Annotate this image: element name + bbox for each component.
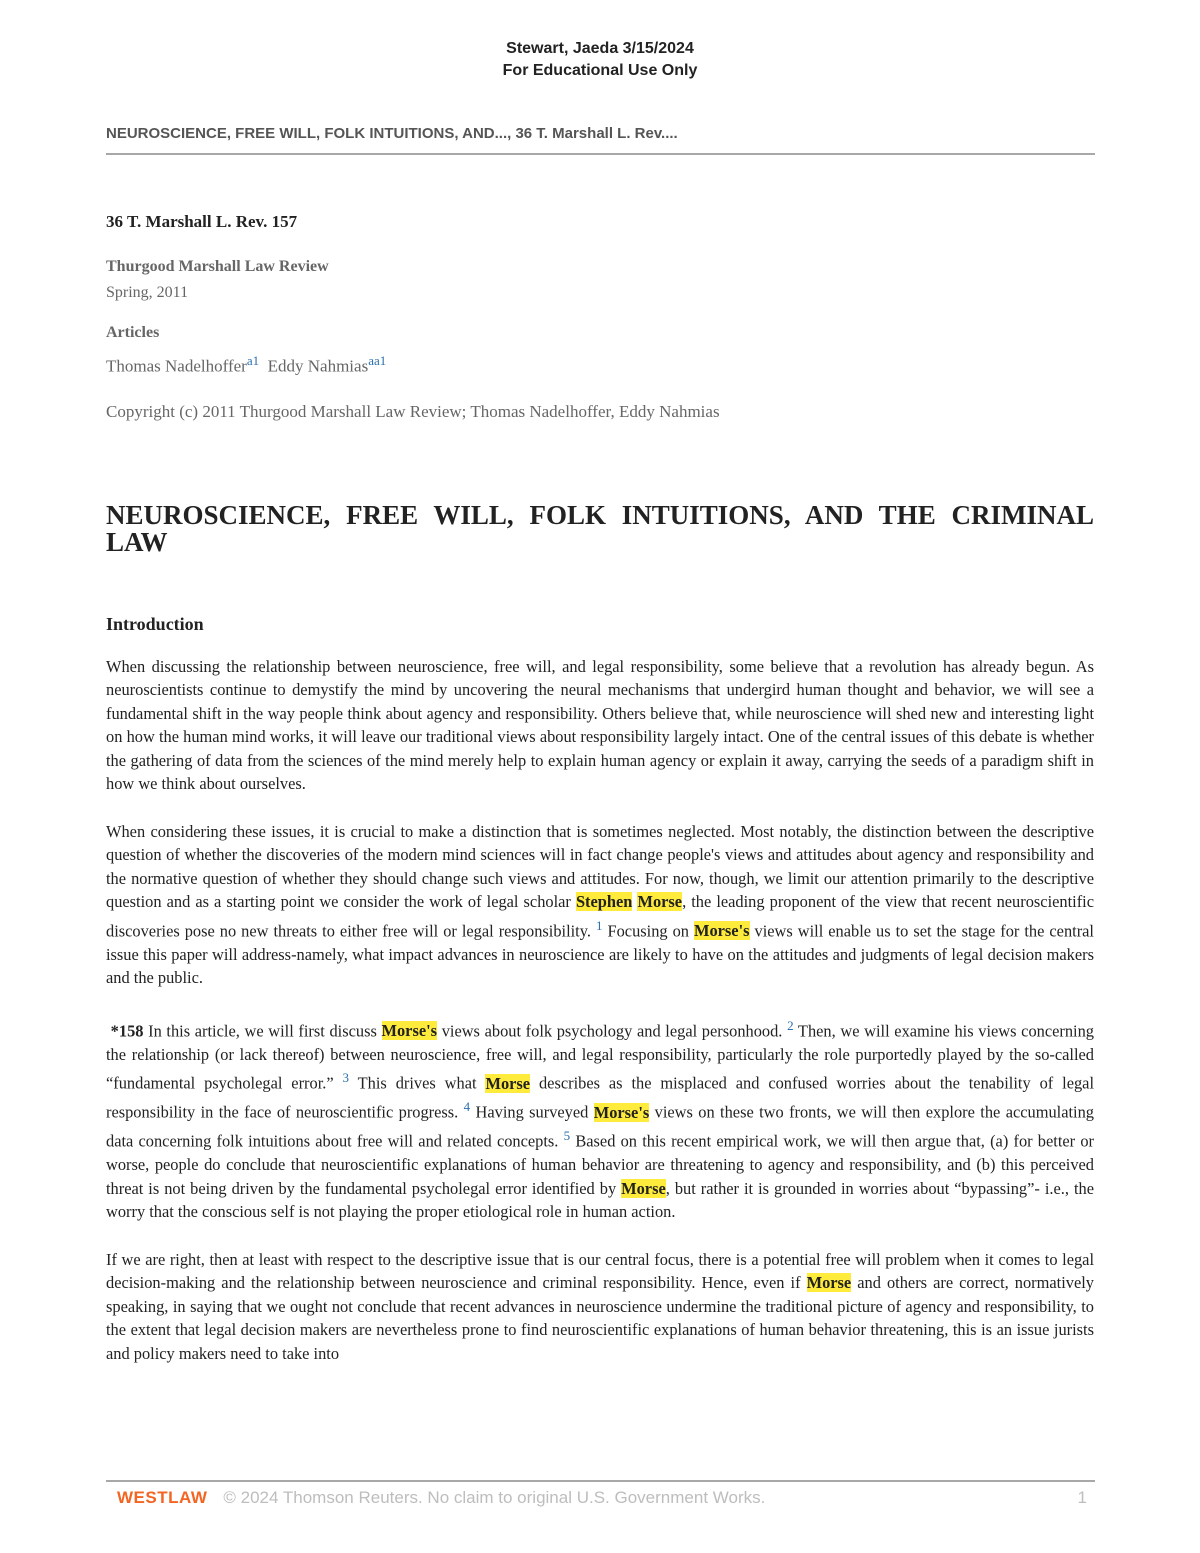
paragraph: When considering these issues, it is crucial to make a distinction that is sometimes neglected. Most notably, the distinction between the descriptive question of whether the discoveries of the modern mind sciences will in fact change people's views and attitudes about agency and responsibility and the normative question of whether they should change such views and attitudes. For now, though, we limit our attention primarily to the descriptive question and as a starting point we consider the work of legal scholar Stephen Morse, the leading proponent of the view that recent neuroscientific discoveries pose no new threats to either free will or legal responsibility. $^1$ Focusing on Morse's views will enable us to set the stage for the central issue this paper will address-namely, what impact advances in neuroscience are likely to have on the attitudes and judgments of legal decision makers and the public. — [106, 821, 1094, 988]
citation: 36 T. Marshall L. Rev. 157 — [106, 212, 298, 231]
page-footer — [117, 1488, 1087, 1508]
footer-notice: © 2024 Thomson Reuters. No claim to original U.S. Government Works. — [223, 1488, 766, 1507]
footnote-link[interactable]: 5 — [563, 1128, 571, 1144]
user-date-line: Stewart, Jaeda 3/15/2024 — [506, 40, 694, 57]
author-footnote-link[interactable]: a1 — [246, 353, 260, 368]
author-name: Eddy Nahmias — [267, 356, 369, 376]
star-page-marker: *158 — [110, 1021, 144, 1041]
search-highlight: Morse — [806, 1273, 852, 1292]
search-highlight: Morse's — [693, 921, 750, 941]
footnote-link[interactable]: 1 — [595, 917, 603, 933]
header-divider — [106, 153, 1095, 155]
search-highlight: Morse's — [381, 1021, 438, 1041]
paragraph: When discussing the relationship between neuroscience, free will, and legal responsibility, some believe that a revolution has already begun. As neuroscientists continue to demystify the mind by uncovering the neural mechanisms that undergird human thought and behavior, we will see a fundamental shift in the way people think about agency and responsibility. Others believe that, while neuroscience will shed new and interesting light on how the human mind works, it will leave our traditional views about responsibility largely intact. One of the central issues of this debate is whether the gathering of data from the sciences of the mind merely help to explain human agency or explain it away, carrying the seeds of a paradigm shift in how we think about ourselves. — [106, 656, 1094, 794]
search-highlight: Morse's — [593, 1102, 650, 1122]
search-highlight: Stephen — [575, 892, 633, 912]
footnote-link[interactable]: 2 — [787, 1017, 794, 1033]
page-number: 1 — [1077, 1488, 1087, 1507]
westlaw-logo: WESTLAW — [117, 1488, 208, 1507]
journal-name: Thurgood Marshall Law Review — [106, 258, 329, 275]
page-header — [0, 38, 1200, 82]
running-title: NEUROSCIENCE, FREE WILL, FOLK INTUITIONS, AND..., 36 T. Marshall L. Rev.... — [106, 125, 678, 142]
paragraph: *158 In this article, we will first discuss Morse's views about folk psychology and legal personhood. $^2$ Then, we will examine his views concerning the relationship (or lack thereof) between neuroscience, free will, and legal responsibility, particularly the role purportedly played by the so-called “fundamental psycholegal error.” $^3$ This drives what Morse describes as the misplaced and confused worries about the tenability of legal responsibility in the face of neuroscientific progress. $^4$ Having surveyed Morse's views on these two fronts, we will then explore the accumulating data concerning folk intuitions about free will and related concepts. $^5$ Based on this recent empirical work, we will then argue that, (a) for better or worse, people do conclude that neuroscientific explanations of human behavior are threatening to agency and responsibility, and (b) this perceived threat is not being driven by the fundamental psycholegal error identified by Morse, but rather it is grounded in worries about “bypassing”- i.e., the worry that the conscious self is not playing the proper etiological role in human action. — [106, 1017, 1094, 1221]
section-label: Articles — [106, 324, 160, 341]
publication-date: Spring, 2011 — [106, 284, 189, 301]
author-footnote-link[interactable]: aa1 — [368, 353, 387, 368]
paragraph: If we are right, then at least with respect to the descriptive issue that is our central focus, there is a potential free will problem when it comes to legal decision-making and the relationship between neuroscience and criminal responsibility. Hence, even if Morse and others are correct, normatively speaking, in saying that we ought not conclude that recent advances in neuroscience undermine the traditional picture of agency and responsibility, to the extent that legal decision makers are nevertheless prone to find neuroscientific explanations of human behavior threatening, this is an issue jurists and policy makers need to take into — [106, 1249, 1094, 1363]
search-highlight: Morse — [621, 1178, 666, 1198]
search-highlight: Morse — [637, 892, 683, 912]
document-body — [106, 212, 1094, 1389]
article-title: NEUROSCIENCE, FREE WILL, FOLK INTUITIONS, AND THE CRIMINAL LAW — [106, 499, 1094, 557]
footnote-link[interactable]: 3 — [342, 1070, 350, 1086]
authors — [106, 346, 1094, 382]
footnote-link[interactable]: 4 — [463, 1099, 471, 1115]
footer-divider — [106, 1480, 1095, 1482]
educational-use-line: For Educational Use Only — [502, 62, 698, 79]
section-heading: Introduction — [106, 613, 204, 634]
copyright-line: Copyright (c) 2011 Thurgood Marshall Law Review; Thomas Nadelhoffer, Eddy Nahmias — [106, 401, 720, 421]
author-name: Thomas Nadelhoffer — [106, 356, 247, 376]
search-highlight: Morse — [485, 1073, 531, 1093]
